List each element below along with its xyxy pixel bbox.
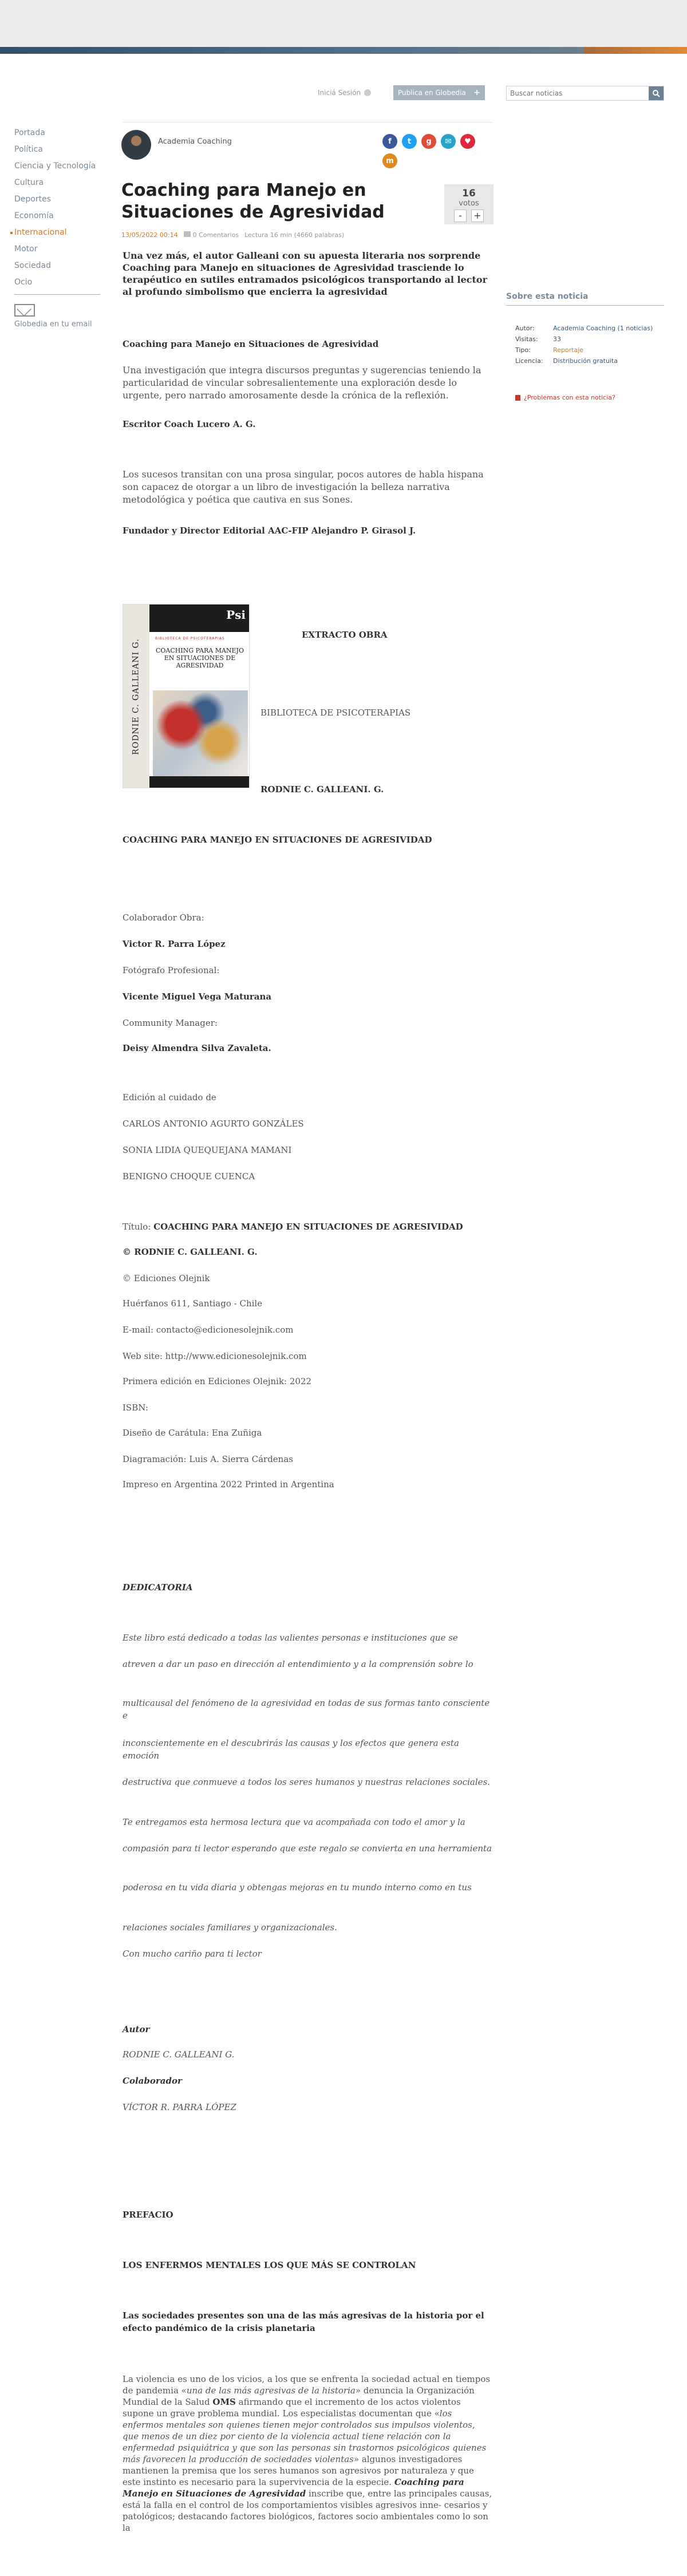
reading-time: Lectura 16 min (4660 palabras) (244, 231, 345, 239)
text-run: inscribe que, entre las principales causas, está la falla en el control de los comportamientos visibles agresivos inne- cesarios y patológicos; destacando factores biológicos, factores socio ambientales como lo son la (123, 2488, 492, 2533)
credit-name: Vicente Miguel Vega Maturana (123, 991, 272, 1002)
article-info-table (515, 323, 653, 366)
nav-item-sociedad[interactable]: Sociedad (14, 261, 52, 270)
author-avatar[interactable] (121, 130, 151, 160)
preface-paragraph (123, 2373, 493, 2534)
preface-heading: PREFACIO (123, 2210, 173, 2220)
comment-icon (184, 231, 191, 237)
article-date: 13/05/2022 00:14 (121, 231, 178, 239)
votes-label: votos (459, 199, 479, 208)
signature: Escritor Coach Lucero A. G. (123, 419, 256, 429)
article-lead: Una vez más, el autor Galleani con su apuesta literaria nos sorprende Coaching para Manejo en situaciones de Agresividad trasciende lo terapéutico en sutiles entramados psicológicos transportando al lector al profundo simbolismo que encierra la agresividad (123, 250, 488, 297)
search-button[interactable] (649, 86, 664, 100)
copyright-publisher: © Ediciones Olejnik (123, 1273, 210, 1283)
dedication-heading: DEDICATORIA (123, 1582, 193, 1593)
dedication-line: multicausal del fenómeno de la agresividad en todas de sus formas tanto consciente e (123, 1698, 490, 1721)
isbn: ISBN: (123, 1402, 148, 1413)
nav-item-deportes[interactable]: Deportes (14, 195, 51, 204)
dedication-line: atreven a dar un paso en dirección al entendimiento y a la comprensión sobre lo (123, 1659, 473, 1669)
publisher-web: Web site: http://www.edicionesolejnik.com (123, 1351, 307, 1361)
title-label: Título: (123, 1222, 154, 1232)
collaborator-label: Colaborador (123, 2076, 182, 2086)
header-divider (123, 122, 492, 123)
collaborator-credit: VÍCTOR R. PARRA LÓPEZ (123, 2102, 236, 2112)
author-label: Autor (123, 2024, 150, 2034)
nav-divider (14, 294, 100, 295)
vote-up-button[interactable]: + (471, 210, 484, 222)
cover-bottom-bar (149, 776, 250, 788)
editor-name: SONIA LIDIA QUEQUEJANA MAMANI (123, 1145, 292, 1155)
info-author-link[interactable]: Academia Coaching (1 noticias) (553, 325, 653, 332)
publish-label: Publica en Globedia (398, 89, 466, 97)
sidebar-heading: Sobre esta noticia (506, 292, 589, 301)
text-run: » algunos investigadores mantienen la premisa que los seres humanos son agresivos por naturaleza y que este instinto es necesario para la supervivencia de la especie. (123, 2454, 474, 2487)
nav-item-politica[interactable]: Política (14, 145, 43, 154)
flag-icon (515, 395, 520, 401)
info-key: Visitas: (515, 335, 538, 343)
section-subheading: Las sociedades presentes son una de las más agresivas de la historia por el efecto pandémico de la crisis planetaria (123, 2310, 484, 2333)
text-run: una de las más agresivas de la historia (186, 2385, 356, 2396)
info-key: Licencia: (515, 357, 543, 365)
cover-artwork (153, 690, 248, 776)
credit-name: Victor R. Parra López (123, 939, 226, 949)
library-label: BIBLIOTECA DE PSICOTERAPIAS (260, 708, 411, 718)
left-nav (14, 125, 100, 329)
search-input[interactable] (507, 86, 649, 100)
color-stripe (0, 47, 687, 54)
text-run: Coaching para Manejo en Situaciones de Agresividad (123, 2477, 464, 2499)
pocket-icon[interactable]: ♥ (460, 134, 475, 149)
twitter-icon[interactable]: t (402, 134, 417, 149)
signature: Fundador y Director Editorial AAC-FIP Alejandro P. Girasol J. (123, 526, 416, 536)
nav-item-economia[interactable]: Economía (14, 211, 54, 220)
cover-series: BIBLIOTECA DE PSICOTERAPIAS (155, 637, 225, 641)
dedication-line: Con mucho cariño para ti lector (123, 1949, 262, 1959)
facebook-icon[interactable]: f (382, 134, 397, 149)
printed-in: Impreso en Argentina 2022 Printed in Argentina (123, 1479, 334, 1490)
email-share-icon[interactable]: ✉ (441, 134, 456, 149)
article-title: Coaching para Manejo en Situaciones de Agresividad (121, 180, 385, 222)
book-cover-image (123, 604, 250, 788)
nav-item-cultura[interactable]: Cultura (14, 178, 44, 187)
publisher-email: E-mail: contacto@edicionesolejnik.com (123, 1325, 294, 1335)
publish-button[interactable] (393, 85, 485, 100)
edition-label: Edición al cuidado de (123, 1092, 216, 1103)
googleplus-icon[interactable]: g (421, 134, 436, 149)
cover-spine-text: RODNIE C. GALLEANI G. (132, 638, 141, 755)
report-problem-label: ¿Problemas con esta noticia? (524, 394, 615, 401)
paragraph: Una investigación que integra discursos preguntas y sugerencias teniendo la particularidad de vincular sobresalientemente una exploración desde lo urgente, pero narrado amorosamente desde la crónica de la reflexión. (123, 365, 481, 401)
email-icon[interactable] (14, 304, 35, 317)
info-visits: 33 (553, 335, 561, 343)
dedication-line: relaciones sociales familiares y organizacionales. (123, 1922, 337, 1933)
vote-down-button[interactable]: - (454, 210, 467, 222)
title-line (123, 1220, 493, 1233)
editor-name: CARLOS ANTONIO AGURTO GONZÁLES (123, 1119, 304, 1129)
extract-heading: EXTRACTO OBRA (302, 630, 388, 640)
info-type-link[interactable]: Reportaje (553, 346, 584, 354)
add-user-icon: + (473, 88, 480, 97)
cover-design-credit: Diseño de Carátula: Ena Zuñiga (123, 1428, 262, 1438)
email-subscribe-link[interactable]: Globedia en tu email (14, 320, 92, 329)
user-icon (364, 89, 371, 96)
dedication-line: poderosa en tu vida diaria y obtengas mejoras en tu mundo interno como en tus (123, 1882, 472, 1893)
comments-link[interactable] (184, 231, 239, 239)
publisher-address: Huérfanos 611, Santiago - Chile (123, 1298, 263, 1309)
text-run: OMS (212, 2397, 236, 2407)
article-meta (121, 231, 344, 239)
share-buttons (382, 134, 475, 149)
share-buttons-row2 (382, 153, 397, 168)
title-value: COACHING PARA MANEJO EN SITUACIONES DE AGRESIVIDAD (153, 1222, 463, 1232)
dedication-line: compasión para ti lector esperando que este regalo se convierta en una herramienta (123, 1843, 492, 1854)
nav-item-ciencia[interactable]: Ciencia y Tecnología (14, 161, 96, 171)
votes-count: 16 (462, 188, 476, 199)
copyright-author: © RODNIE C. GALLEANI. G. (123, 1247, 258, 1257)
text-run: » denuncia la Organización Mundial de la Salud (123, 2385, 475, 2407)
nav-item-ocio[interactable]: Ocio (14, 278, 33, 287)
credit-label: Fotógrafo Profesional: (123, 965, 220, 975)
nav-item-motor[interactable]: Motor (14, 244, 38, 254)
login-link[interactable] (318, 89, 371, 97)
dedication-line: Te entregamos esta hermosa lectura que va acompañada con todo el amor y la (123, 1817, 465, 1827)
nav-item-internacional[interactable]: Internacional (14, 224, 100, 241)
paragraph: Los sucesos transitan con una prosa singular, pocos autores de habla hispana son capacez de otorgar a un libro de investigación la belleza narrativa metodológica y poética que cautiva en sus Sones. (123, 469, 484, 505)
credit-name: Deisy Almendra Silva Zavaleta. (123, 1043, 271, 1053)
info-key: Autor: (515, 325, 535, 332)
book-title-heading: COACHING PARA MANEJO EN SITUACIONES DE AGRESIVIDAD (123, 835, 432, 845)
article-body (123, 250, 493, 298)
first-edition: Primera edición en Ediciones Olejnik: 2022 (123, 1376, 312, 1386)
text-run: los enfermos mentales son quienes tienen mejor controlados sus impulsos violentos, que menos de un diez por ciento de la violencia actual tiene relación con la enfermedad psiquiátrica y que son las personas sin trastornos psicológicos quienes más favorecen la producción de sociedades violentas (123, 2408, 487, 2464)
text-run: La violencia es uno de los vicios, a los que se enfrenta la sociedad actual en tiempos de pandemia « (123, 2374, 491, 2396)
search-icon (652, 89, 660, 97)
meneame-icon[interactable]: m (382, 153, 397, 168)
votes-box (444, 184, 493, 224)
info-license-link[interactable]: Distribución gratuita (553, 357, 618, 365)
layout-credit: Diagramación: Luis A. Sierra Cárdenas (123, 1454, 293, 1464)
comments-count: 0 Comentarios (192, 231, 239, 239)
dedication-line: Este libro está dedicado a todas las valientes personas e instituciones que se (123, 1633, 458, 1643)
sidebar-divider (506, 305, 664, 306)
text-run: afirmando que el incremento de los actos violentos supone un grave problema mundial. Los especialistas documentan que « (123, 2397, 461, 2419)
dedication-line: inconscientemente en el descubrirás las causas y los efectos que genera esta emoción (123, 1738, 459, 1761)
cover-title: COACHING PARA MANEJO EN SITUACIONES DE AGRESIVIDAD (156, 647, 244, 669)
top-banner (0, 0, 687, 47)
credit-label: Colaborador Obra: (123, 912, 204, 923)
section-heading: LOS ENFERMOS MENTALES LOS QUE MÁS SE CONTROLAN (123, 2260, 416, 2270)
cover-psi-logo: Psi (226, 608, 246, 622)
nav-item-portada[interactable]: Portada (14, 128, 45, 137)
author-caps: RODNIE C. GALLEANI. G. (260, 784, 384, 795)
author-credit: RODNIE C. GALLEANI G. (123, 2049, 235, 2060)
editor-name: BENIGNO CHOQUE CUENCA (123, 1171, 255, 1182)
author-name[interactable]: Academia Coaching (158, 137, 232, 146)
credit-label: Community Manager: (123, 1018, 218, 1028)
article-subtitle: Coaching para Manejo en Situaciones de Agresividad (123, 339, 379, 349)
report-problem-link[interactable] (515, 394, 615, 401)
search-box (506, 86, 664, 101)
info-key: Tipo: (515, 346, 531, 354)
dedication-line: destructiva que conmueve a todos los seres humanos y nuestras relaciones sociales. (123, 1777, 490, 1787)
login-label: Iniciá Sesión (318, 89, 361, 97)
